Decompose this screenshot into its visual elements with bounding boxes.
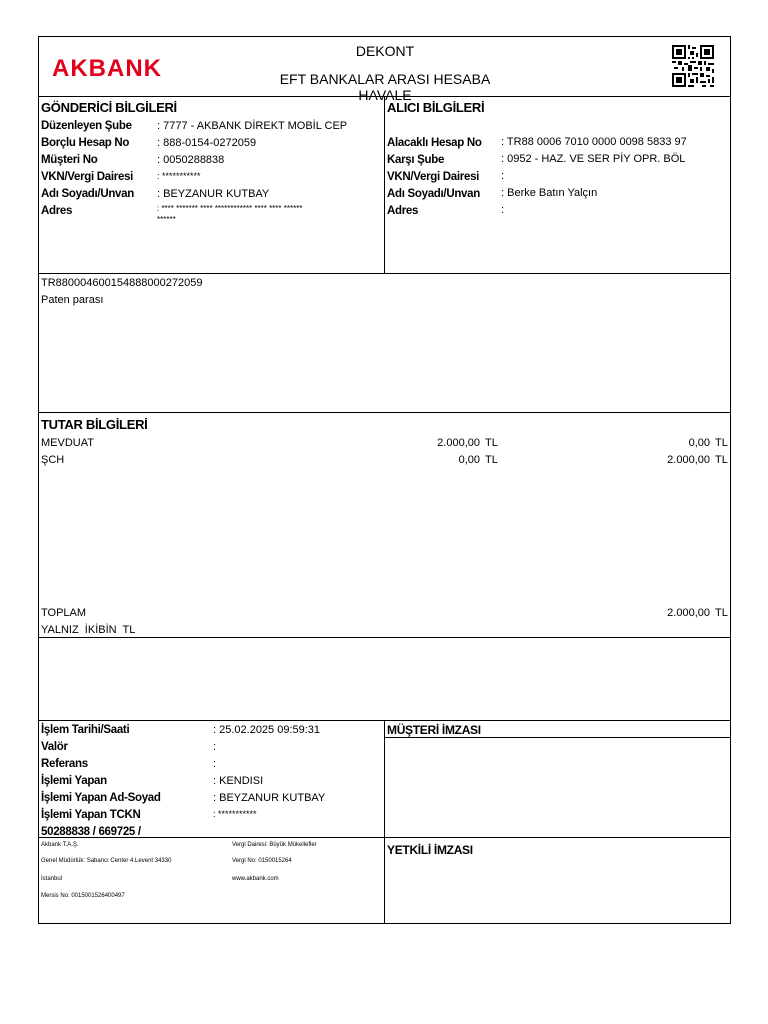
svg-text:AKBANK: AKBANK [52, 55, 162, 81]
receiver-label: VKN/Vergi Dairesi [387, 171, 480, 183]
sender-value: : 888-0154-0272059 [157, 137, 257, 149]
transaction-label: Referans [41, 758, 88, 770]
receiver-value: : [501, 204, 505, 216]
receiver-heading: ALICI BİLGİLERİ [387, 100, 485, 115]
currency: TL [485, 454, 498, 466]
transaction-label: Valör [41, 741, 68, 753]
akbank-logo [52, 53, 202, 81]
receiver-label: Adres [387, 205, 419, 217]
transaction-value: : 25.02.2025 09:59:31 [213, 724, 321, 736]
currency: TL [715, 437, 728, 449]
sender-value: : *********** [157, 171, 201, 181]
footer-text: İstanbul [41, 876, 63, 882]
document-subtitle: EFT BANKALAR ARASI HESABA HAVALE [279, 71, 491, 103]
party-divider [384, 96, 385, 274]
amount-bottom-divider [38, 637, 731, 638]
receiver-value: : 0952 - HAZ. VE SER PİY OPR. BÖL [501, 153, 686, 165]
footer-text: Vergi Dairesi: Büyük Mükellefler [232, 842, 317, 848]
amount-in-words: YALNIZ İKİBİN TL [41, 624, 136, 636]
footer-text: Vergi No: 0150015264 [232, 858, 292, 864]
total-currency: TL [715, 607, 728, 619]
transaction-value: : [213, 741, 217, 753]
signature-divider [384, 720, 385, 924]
sender-label: Adres [41, 205, 73, 217]
footer-text: Akbank T.A.Ş. [41, 842, 79, 848]
receiver-label: Karşı Şube [387, 154, 445, 166]
sender-address: : **** ******* **** ************ **** **** ****** [157, 204, 303, 213]
amount-row-label: ŞCH [41, 454, 65, 466]
amount-row-label: MEVDUAT [41, 437, 94, 449]
party-bottom-divider [38, 273, 731, 274]
transaction-label: İşlemi Yapan TCKN [41, 809, 141, 821]
transaction-label: İşlemi Yapan Ad-Soyad [41, 792, 161, 804]
sender-value: : 7777 - AKBANK DİREKT MOBİL CEP [157, 120, 348, 132]
amount-value: 0,00 [688, 437, 710, 449]
sender-address-line2: ****** [157, 215, 176, 224]
sender-label: Adı Soyadı/Unvan [41, 188, 134, 200]
footer-link[interactable]: www.akbank.com [232, 876, 279, 882]
receiver-value: : Berke Batın Yalçın [501, 187, 598, 199]
amounts-heading: TUTAR BİLGİLERİ [41, 417, 148, 432]
authorized-signature-divider [384, 837, 731, 838]
description-note: Paten parası [41, 294, 104, 306]
currency: TL [485, 437, 498, 449]
amount-value: 2.000,00 [667, 454, 710, 466]
amount-value: 2.000,00 [437, 437, 480, 449]
description-iban: TR880004600154888000272059 [41, 277, 203, 289]
transaction-code: 50288838 / 669725 / [41, 826, 141, 838]
authorized-signature-heading: YETKİLİ İMZASI [387, 843, 473, 857]
sender-value: : BEYZANUR KUTBAY [157, 188, 270, 200]
transaction-value: : KENDISI [213, 775, 264, 787]
receiver-label: Adı Soyadı/Unvan [387, 188, 480, 200]
footer-text: Mersis No: 0015001526400497 [41, 893, 125, 899]
total-value: 2.000,00 [667, 607, 710, 619]
words-underline [38, 637, 131, 638]
transaction-label: İşlemi Yapan [41, 775, 107, 787]
transaction-value: : *********** [213, 809, 257, 819]
customer-signature-line [384, 737, 731, 738]
receiver-value: : [501, 170, 505, 182]
amount-value: 0,00 [458, 454, 480, 466]
total-label: TOPLAM [41, 607, 87, 619]
receiver-value: : TR88 0006 7010 0000 0098 5833 97 [501, 136, 687, 148]
description-bottom-divider [38, 412, 731, 413]
sender-label: Müşteri No [41, 154, 98, 166]
sender-label: Düzenleyen Şube [41, 120, 132, 132]
receiver-label: Alacaklı Hesap No [387, 137, 482, 149]
transaction-value: : BEYZANUR KUTBAY [213, 792, 326, 804]
footer-text: Genel Müdürlük: Sabancı Center 4.Levent 34330 [41, 858, 172, 864]
currency: TL [715, 454, 728, 466]
customer-signature-heading: MÜŞTERİ İMZASI [387, 723, 481, 737]
sender-label: VKN/Vergi Dairesi [41, 171, 134, 183]
sender-heading: GÖNDERİCİ BİLGİLERİ [41, 100, 177, 115]
sender-label: Borçlu Hesap No [41, 137, 130, 149]
document-title: DEKONT [355, 43, 415, 59]
sender-value: : 0050288838 [157, 154, 225, 166]
qr-code-icon [672, 45, 714, 87]
transaction-value: : [213, 758, 217, 770]
transaction-label: İşlem Tarihi/Saati [41, 724, 130, 736]
